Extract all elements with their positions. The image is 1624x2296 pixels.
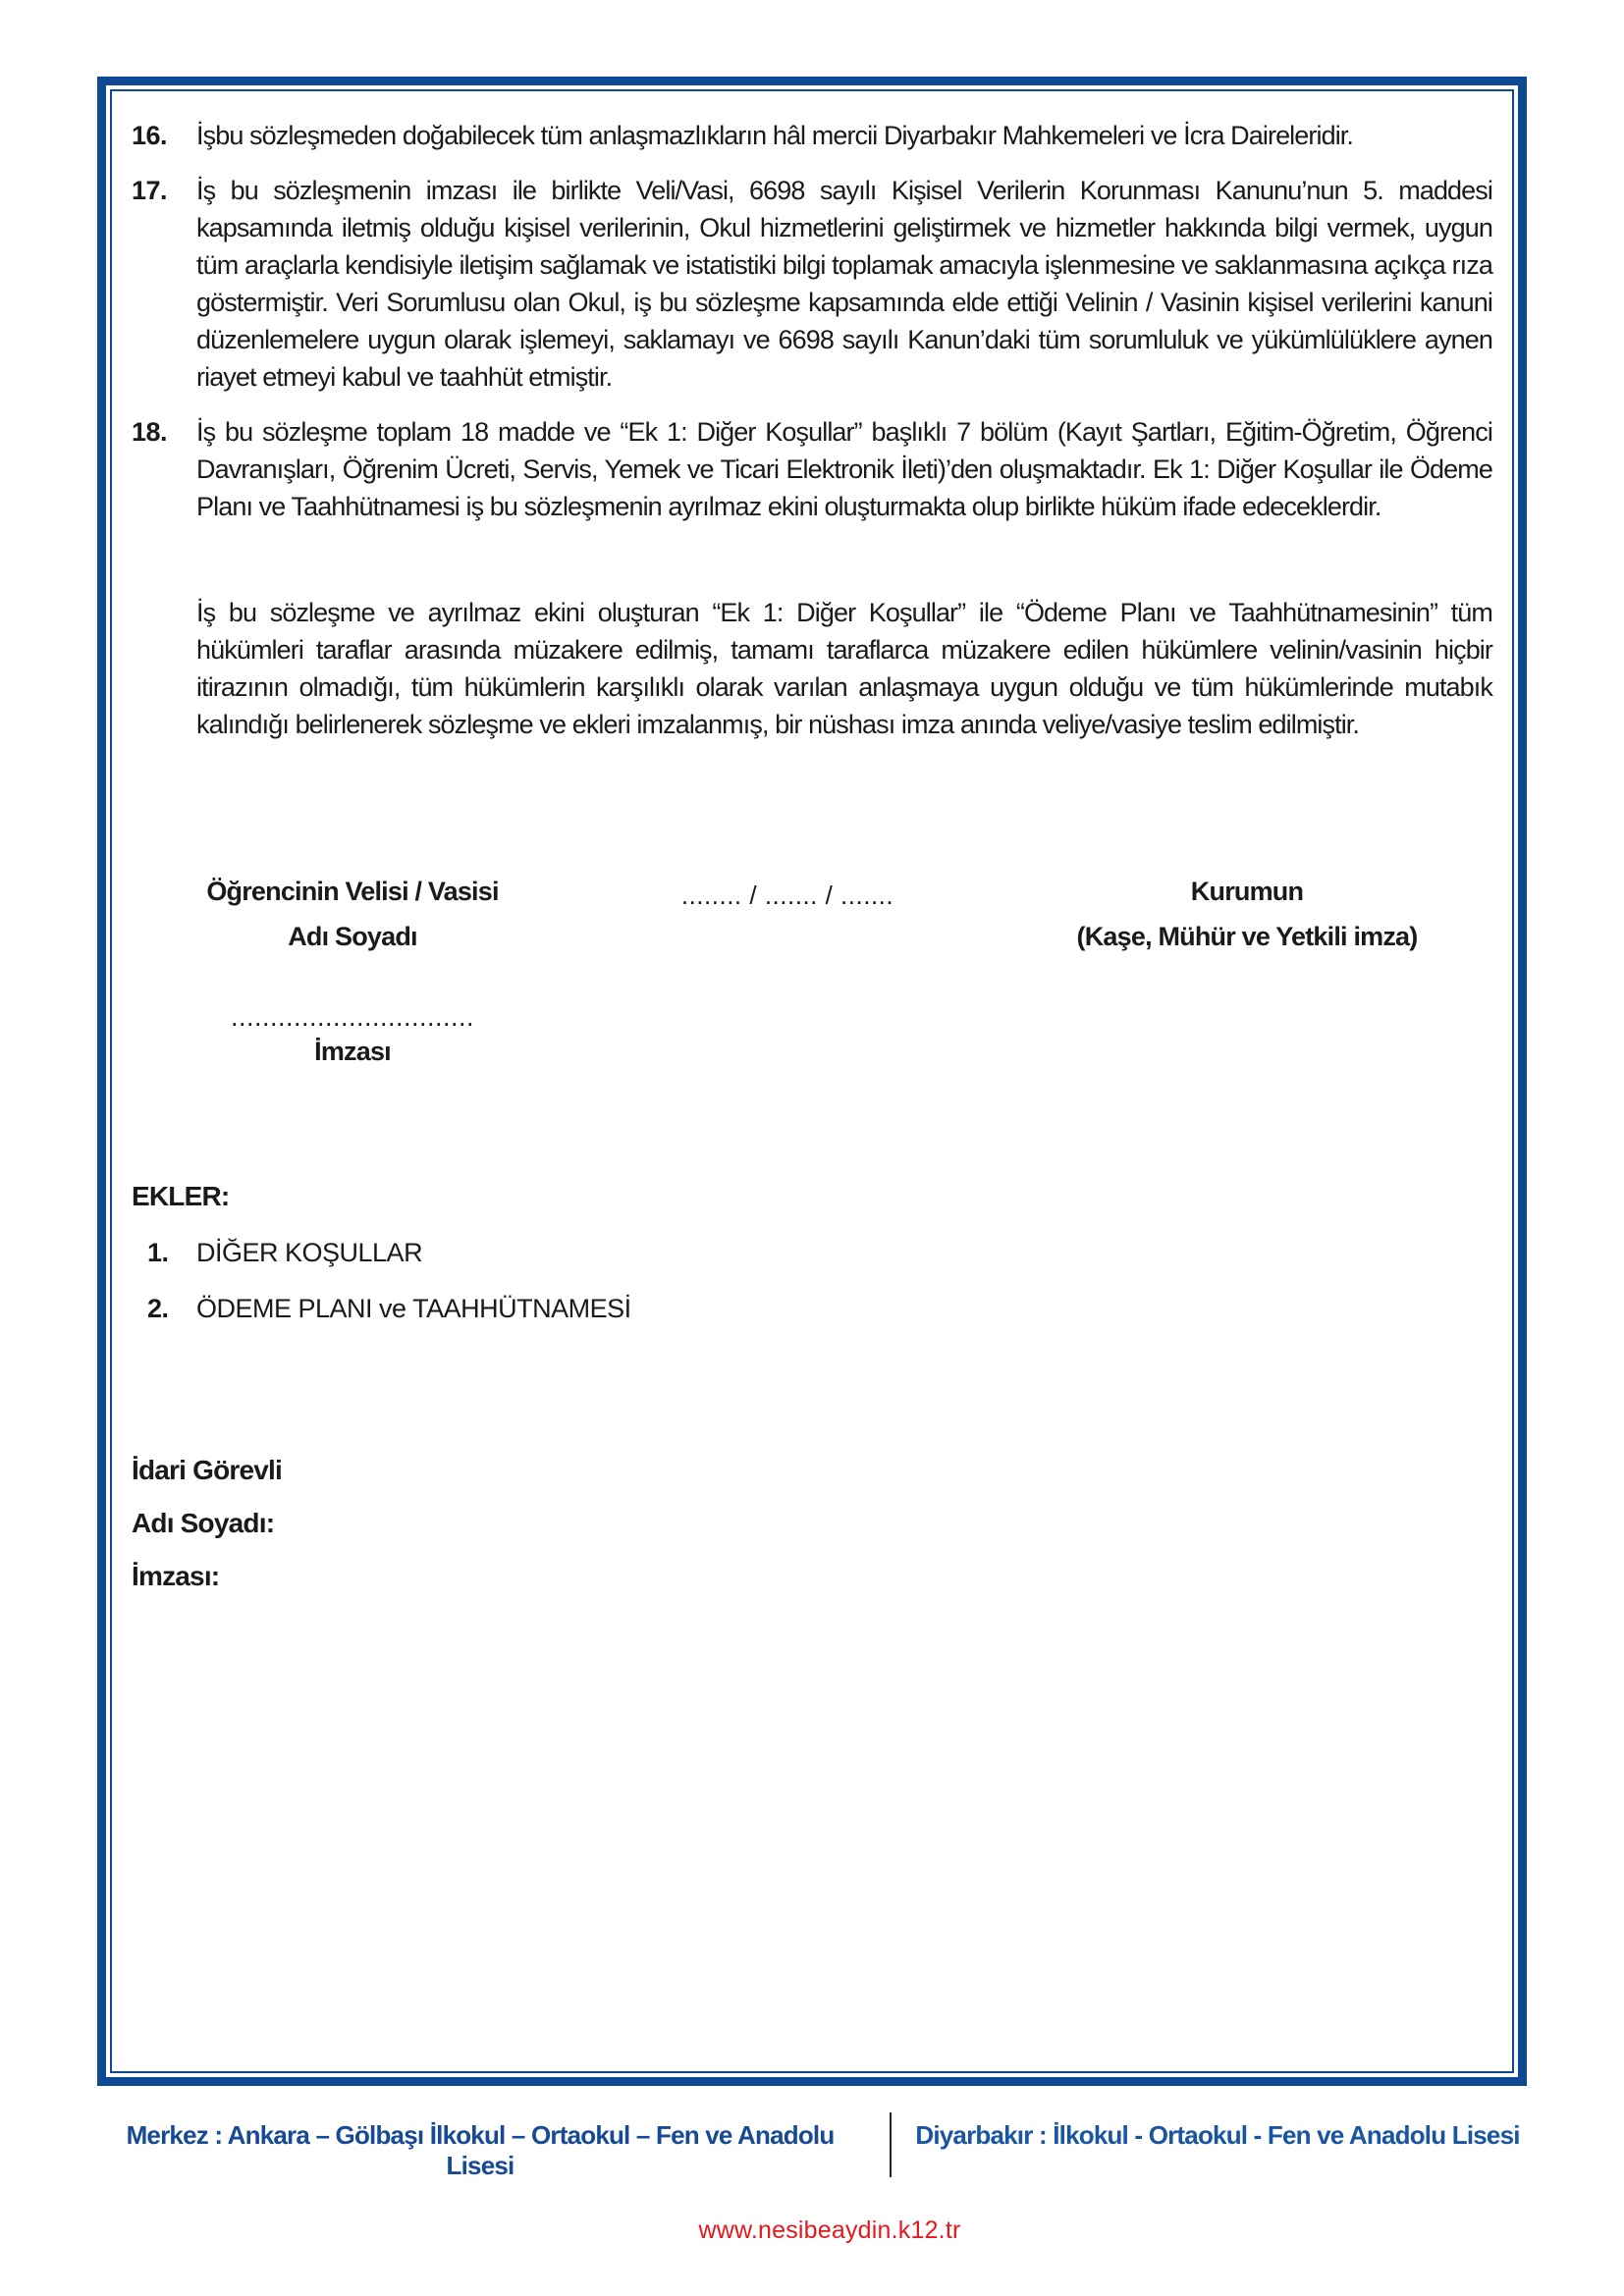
attachment-text: DİĞER KOŞULLAR [196,1238,423,1267]
contract-frame-inner [110,89,1514,2073]
attachment-item-2 [132,1293,1492,1324]
attachment-number: 2. [147,1294,169,1323]
attachment-number: 1. [147,1238,169,1267]
date-column [573,869,1001,918]
institution-signature-column [1001,869,1492,959]
attachments-section [132,1181,1492,1324]
guardian-signature-dots: ............................... [230,1002,475,1032]
footer-right-campus: Diyarbakır : İlkokul - Ortaokul - Fen ve Anadolu Lisesi [915,2120,1520,2150]
website-url: www.nesibeaydin.k12.tr [698,2216,961,2244]
guardian-title: Öğrencinin Velisi / Vasisi [206,877,499,906]
admin-signature-label: İmzası: [132,1561,220,1591]
closing-paragraph: İş bu sözleşme ve ayrılmaz ekini oluşturan “Ek 1: Diğer Koşullar” ile “Ödeme Planı ve Taahhütnamesinin” tüm hükümleri taraflar arasında müzakere edilmiş, tamamı taraflarca müzakere edilen hükümlere velinin/vasinin hiçbir itirazının olmadığı, tüm hükümlerin karşılıklı olarak varılan anlaşmaya uygun olduğu ve tüm hükümlerinde mutabık kalındığı belirlenerek sözleşme ve ekleri imzalanmış, bir nüshası imza anında veliye/vasiye teslim edilmiştir. [196,598,1492,739]
clause-number: 17. [132,176,168,205]
admin-title: İdari Görevli [132,1455,282,1485]
admin-section [132,1444,1492,1603]
attachment-item-1 [132,1237,1492,1268]
date-placeholder: ........ / ....... / ....... [680,881,894,910]
clause-16 [132,117,1492,154]
attachment-text: ÖDEME PLANI ve TAAHHÜTNAMESİ [196,1294,631,1323]
clause-text: İş bu sözleşme toplam 18 madde ve “Ek 1: Diğer Koşullar” başlıklı 7 bölüm (Kayıt Şartları, Eğitim-Öğretim, Öğrenci Davranışları, Öğrenim Ücreti, Servis, Yemek ve Ticari Elektronik İleti)’den oluşmaktadır. Ek 1: Diğer Koşullar ile Ödeme Planı ve Taahhütnamesi iş bu sözleşmenin ayrılmaz ekini oluşturmakta olup birlikte hüküm ifade edeceklerdir. [196,417,1492,521]
clause-number: 18. [132,417,168,447]
admin-name-label: Adı Soyadı: [132,1508,275,1538]
attachments-heading: EKLER: [132,1181,230,1211]
footer-divider [890,2112,892,2177]
clause-17 [132,172,1492,396]
institution-title: Kurumun [1190,877,1304,906]
footer-left-campus: Merkez : Ankara – Gölbaşı İlkokul – Ortaokul – Fen ve Anadolu Lisesi [126,2120,835,2180]
guardian-signature-label: İmzası [314,1037,391,1066]
clause-number: 16. [132,121,168,150]
clause-text: İş bu sözleşmenin imzası ile birlikte Veli/Vasi, 6698 sayılı Kişisel Verilerin Korunması Kanunu’nun 5. maddesi kapsamında iletmiş olduğu kişisel verilerinin, Okul hizmetlerini geliştirmek ve hizmetler hakkında bilgi vermek, uygun tüm araçlarla kendisiyle iletişim sağlamak ve istatistiki bilgi toplamak amacıyla işlenmesine ve saklanmasına açıkça rıza göstermiştir. Veri Sorumlusu olan Okul, iş bu sözleşme kapsamında elde ettiği Velinin / Vasinin kişisel verilerini kanuni düzenlemelere uygun olarak işlemeyi, saklamayı ve 6698 sayılı Kanun’daki tüm sorumluluk ve yükümlülüklere aynen riayet etmeyi kabul ve taahhüt etmiştir. [196,176,1492,392]
clause-text: İşbu sözleşmeden doğabilecek tüm anlaşmazlıkların hâl mercii Diyarbakır Mahkemeleri ve İcra Daireleridir. [196,121,1354,150]
guardian-name-label: Adı Soyadı [288,922,417,951]
guardian-signature-column [132,869,573,1071]
signature-section [132,869,1492,1071]
institution-stamp-note: (Kaşe, Mühür ve Yetkili imza) [1076,922,1418,951]
clause-18 [132,413,1492,525]
contract-frame [97,77,1527,2086]
